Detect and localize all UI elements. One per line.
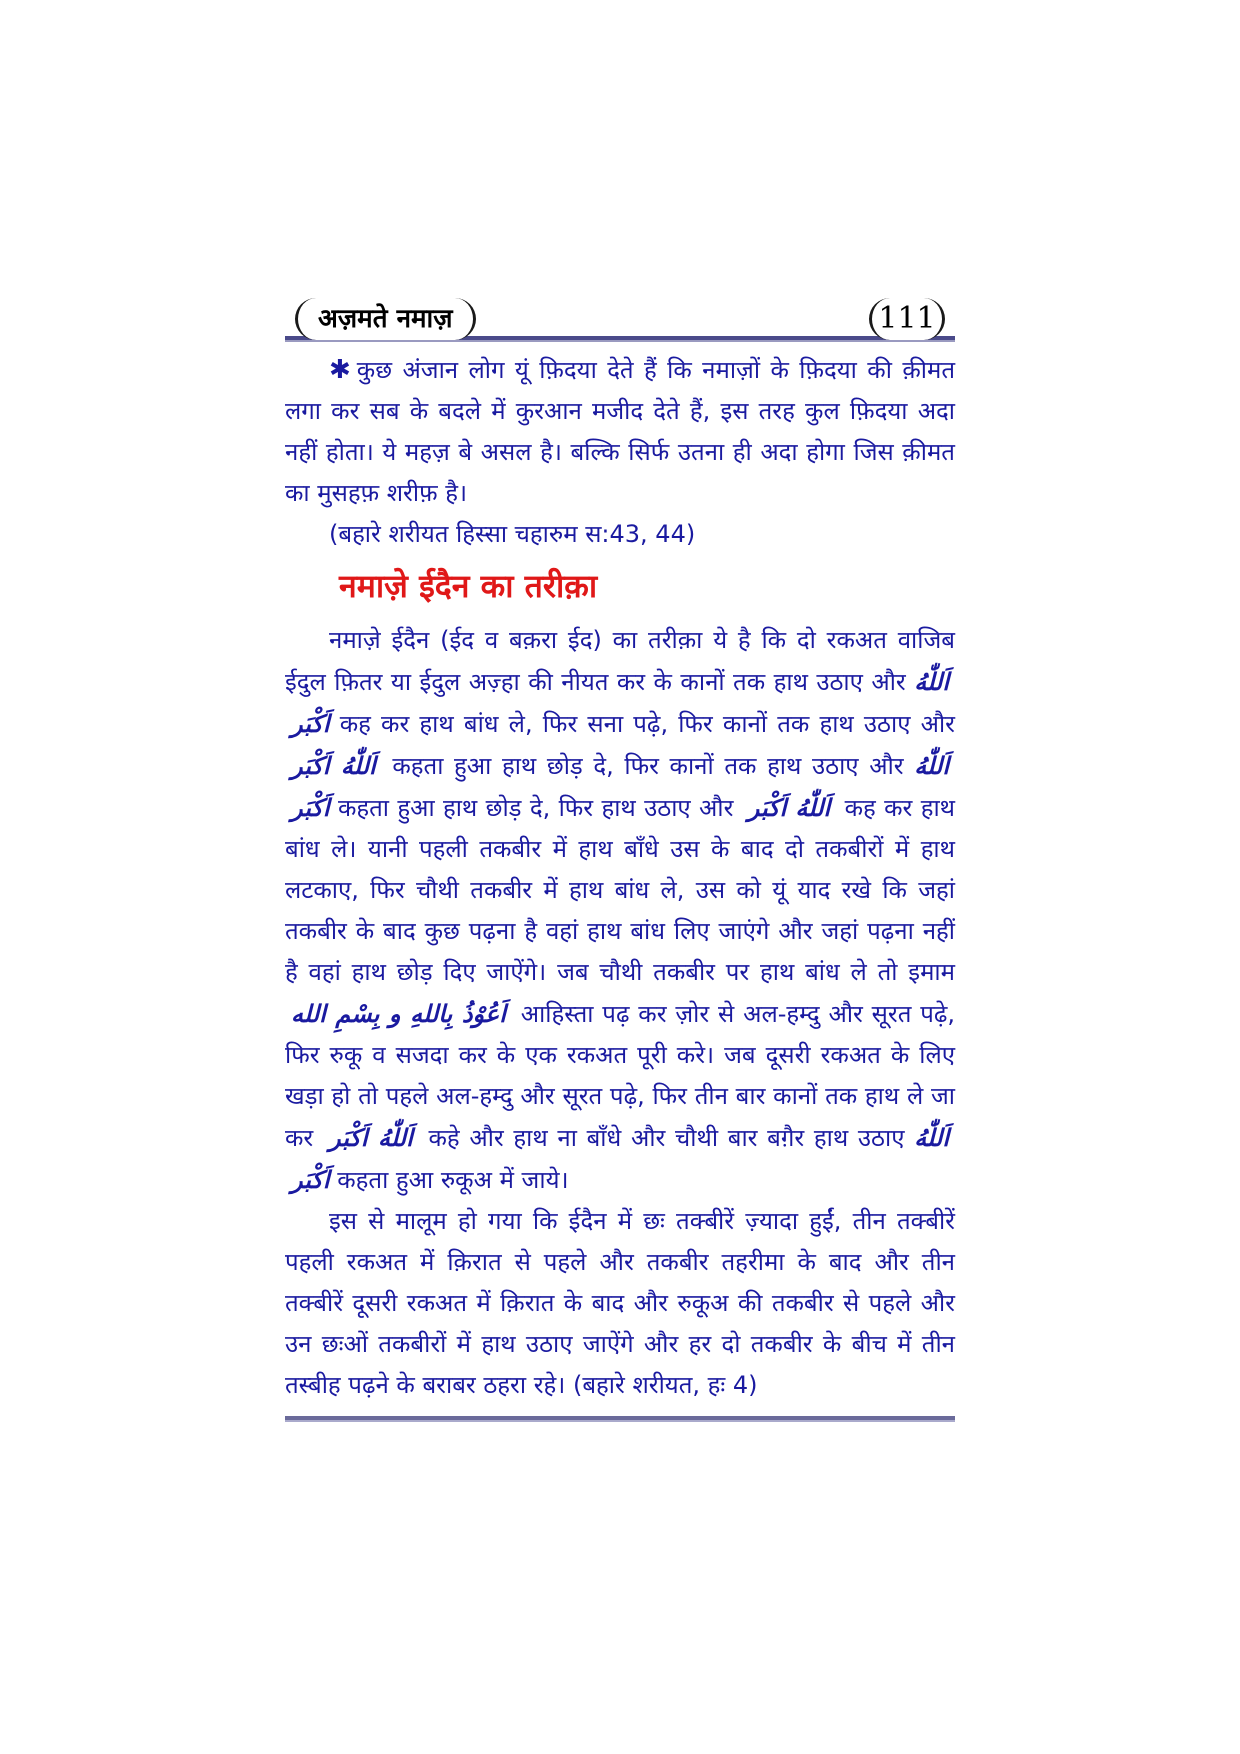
intro-block (285, 350, 955, 514)
method-text-d: कहता हुआ हाथ छोड़ दे, फिर हाथ उठाए और (337, 794, 734, 822)
method-text-g: कहे और हाथ ना बाँधे और चौथी बार बग़ैर हाथ उठाए (428, 1124, 905, 1152)
bullet-star-icon: ✱ (329, 355, 351, 385)
allahu-akbar-calligraphy: اَللّٰهُ اَكْبَر (747, 793, 831, 822)
method-text-c: कहता हुआ हाथ छोड़ दे, फिर कानों तक हाथ उठाए और (392, 752, 904, 780)
page-number: 111 (869, 298, 945, 340)
intro-paragraph (285, 350, 955, 514)
section-body (285, 620, 955, 1406)
method-text-e: कह कर हाथ बांध ले। यानी पहली तकबीर में हाथ बाँधे उस के बाद दो तकबीरों में हाथ लटकाए, फिर चौथी तकबीर में हाथ बांध ले, उस को यूं याद रखे कि जहां तकबीर के बाद कुछ पढ़ना है वहां हाथ बांध लिए जाएंगे और जहां पढ़ना नहीं है वहां हाथ छोड़ दिए जाऐंगे। जब चौथी तकबीर पर हाथ बांध ले तो इमाम (285, 794, 955, 986)
allahu-akbar-calligraphy: اَللّٰهُ اَكْبَر (291, 751, 376, 780)
method-paragraph (285, 620, 955, 1201)
allahu-akbar-calligraphy: اَللّٰهُ اَكْبَر (291, 1123, 949, 1194)
section-heading: नमाज़े ईदैन का तरीक़ा (339, 567, 598, 605)
footer-rule (285, 1416, 955, 1422)
method-text-a: नमाज़े ईदैन (ईद व बक़रा ईद) का तरीक़ा ये है कि दो रकअत वाजिब ईदुल फ़ितर या ईदुल अज़्हा की नीयत कर के कानों तक हाथ उठाए और (285, 626, 955, 696)
book-page (285, 298, 955, 1422)
allahu-akbar-calligraphy: اَللّٰهُ اَكْبَر (291, 751, 949, 822)
method-text-h: कहता हुआ रुकूअ में जाये। (337, 1166, 569, 1194)
allahu-akbar-calligraphy: اَللّٰهُ اَكْبَر (291, 667, 949, 738)
taawwuz-tasmiya-calligraphy: اَعُوْذُ بِاللهِ و بِسْمِ الله (291, 999, 506, 1028)
summary-paragraph: इस से मालूम हो गया कि ईदैन में छः तक्बीरें ज़्यादा हुईं, तीन तक्बीरें पहली रकअत में क़िरात से पहले और तकबीर तहरीमा के बाद और तीन तक्बीरें दूसरी रकअत में क़िरात के बाद और रुकूअ की तकबीर से पहले और उन छःओं तकबीरों में हाथ उठाए जाऐंगे और हर दो तकबीर के बीच में तीन तस्बीह पढ़ने के बराबर ठहरा रहे। (बहारे शरीयत, हः 4) (285, 1207, 955, 1399)
method-text-b: कह कर हाथ बांध ले, फिर सना पढ़े, फिर कानों तक हाथ उठाए और (339, 710, 955, 738)
intro-reference: (बहारे शरीयत हिस्सा चहारुम स:43, 44) (329, 520, 696, 548)
method-text-f: आहिस्ता पढ़ कर ज़ोर से अल-हम्दु और सूरत पढ़े, फिर रुकू व सजदा कर के एक रकअत पूरी करे। जब दूसरी रकअत के लिए खड़ा हो तो पहले अल-हम्दु और सूरत पढ़े, फिर तीन बार कानों तक हाथ ले जा कर (285, 1000, 955, 1152)
book-title: अज़मते नमाज़ (295, 298, 476, 340)
allahu-akbar-calligraphy: اَللّٰهُ اَكْبَر (328, 1123, 413, 1152)
intro-text: कुछ अंजान लोग यूं फ़िदया देते हैं कि नमाज़ों के फ़िदया की क़ीमत लगा कर सब के बदले में कुरआन मजीद देते हैं, इस तरह कुल फ़िदया अदा नहीं होता। ये महज़ बे असल है। बल्कि सिर्फ उतना ही अदा होगा जिस क़ीमत का मुसहफ़ शरीफ़ है। (285, 356, 955, 507)
page-header (285, 298, 955, 350)
